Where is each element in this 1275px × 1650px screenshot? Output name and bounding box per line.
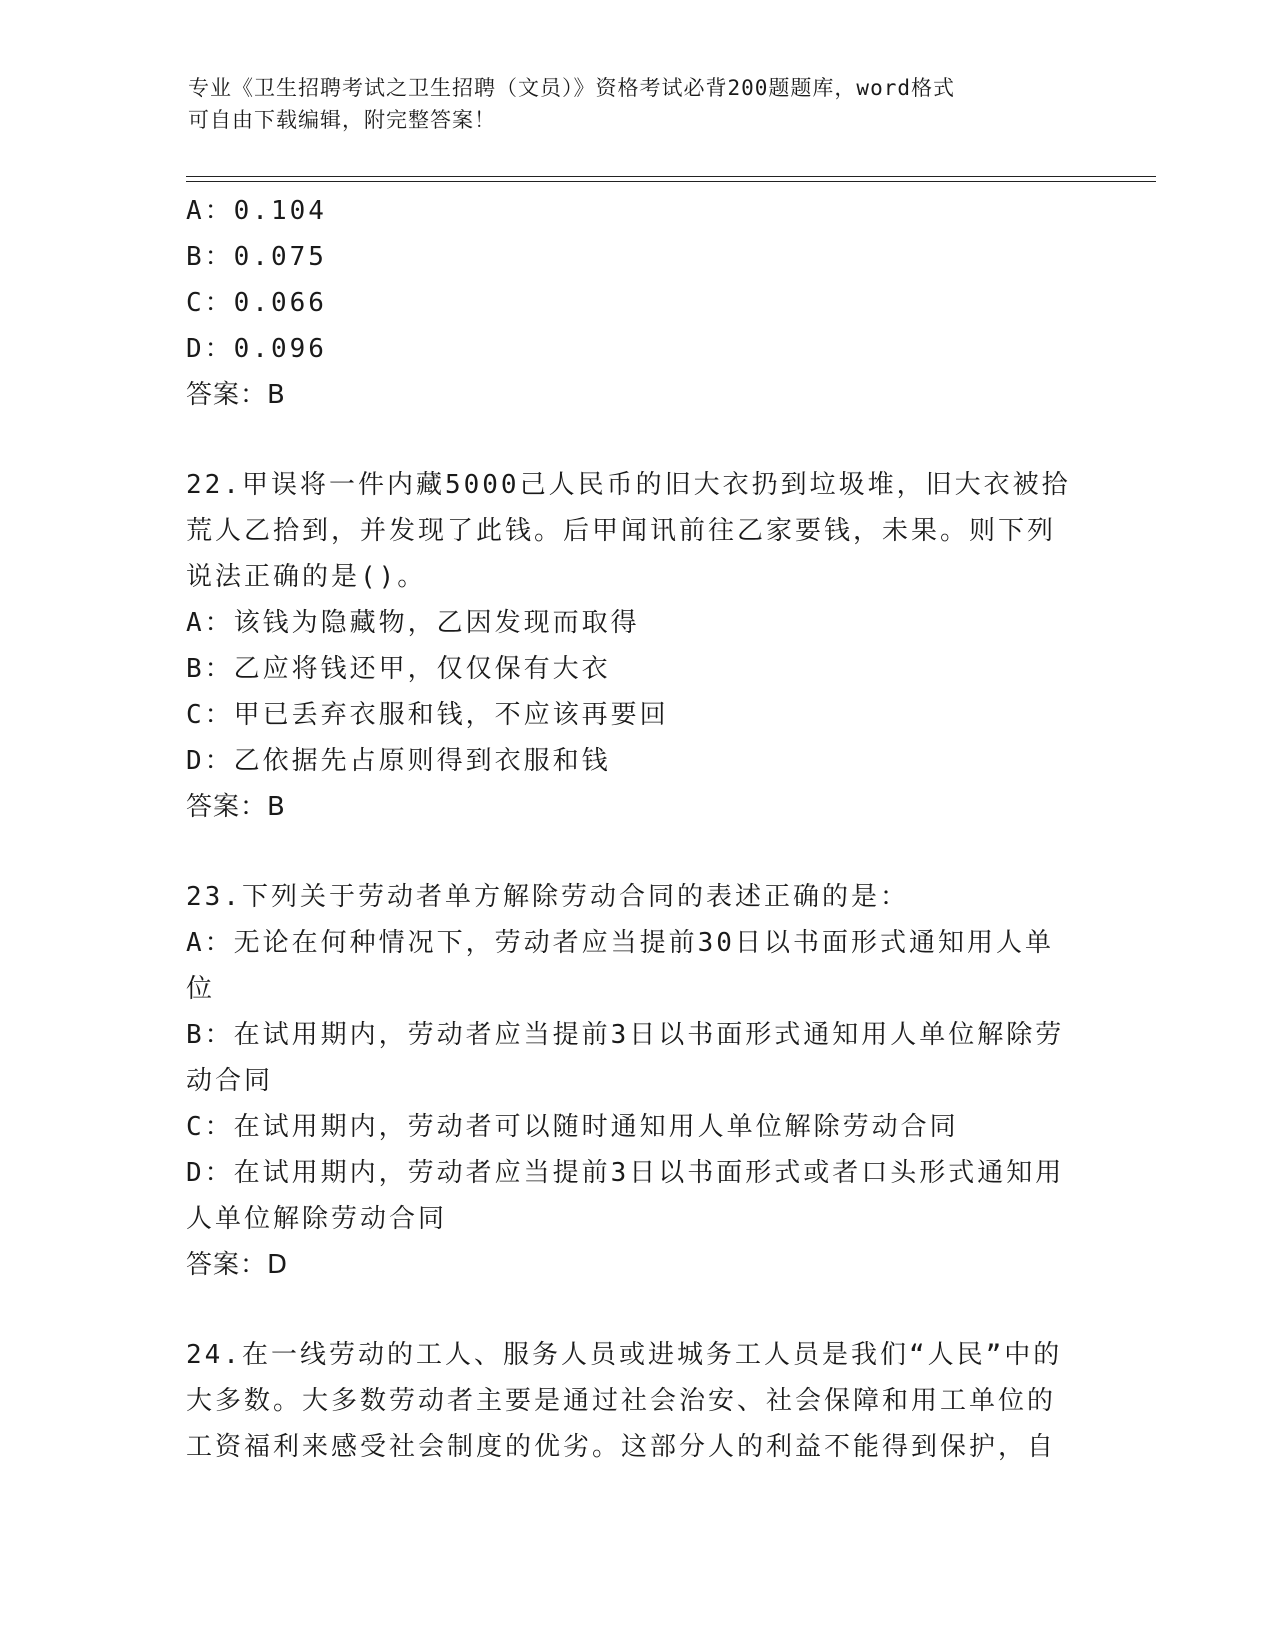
answer: 答案：B [186, 380, 286, 410]
question-23 [186, 874, 1086, 1288]
question-stem-line: 工资福利来感受社会制度的优劣。这部分人的利益不能得到保护，自 [186, 1432, 1057, 1462]
option-b: B：0.075 [186, 242, 327, 272]
spacer [186, 418, 1086, 462]
question-stem-line: 23.下列关于劳动者单方解除劳动合同的表述正确的是： [186, 882, 909, 912]
option-d: D：乙依据先占原则得到衣服和钱 [186, 746, 611, 776]
header-line-2: 可自由下载编辑，附完整答案！ [188, 108, 496, 132]
option-b-line: 动合同 [186, 1066, 274, 1096]
question-stem-line: 荒人乙拾到，并发现了此钱。后甲闻讯前往乙家要钱，未果。则下列 [186, 516, 1057, 546]
option-b-line: B：在试用期内，劳动者应当提前3日以书面形式通知用人单位解除劳 [186, 1020, 1065, 1050]
answer: 答案：D [186, 1250, 289, 1280]
spacer [186, 830, 1086, 874]
header-line-1: 专业《卫生招聘考试之卫生招聘（文员）》资格考试必背200题题库，word格式 [188, 76, 955, 100]
header-rule-bottom [186, 181, 1156, 182]
option-c-line: C：在试用期内，劳动者可以随时通知用人单位解除劳动合同 [186, 1112, 959, 1142]
option-d-line: D：在试用期内，劳动者应当提前3日以书面形式或者口头形式通知用 [186, 1158, 1065, 1188]
option-d: D：0.096 [186, 334, 327, 364]
option-a: A：该钱为隐藏物，乙因发现而取得 [186, 608, 640, 638]
question-21 [186, 188, 1086, 418]
spacer [186, 1288, 1086, 1332]
option-a-line: 位 [186, 974, 216, 1004]
question-stem-line: 大多数。大多数劳动者主要是通过社会治安、社会保障和用工单位的 [186, 1386, 1057, 1416]
page-header [188, 72, 1068, 136]
option-b: B：乙应将钱还甲，仅仅保有大衣 [186, 654, 611, 684]
question-22 [186, 462, 1086, 830]
answer: 答案：B [186, 792, 286, 822]
question-stem-line: 说法正确的是()。 [186, 562, 427, 592]
option-c: C：0.066 [186, 288, 327, 318]
option-a: A：0.104 [186, 196, 327, 226]
option-d-line: 人单位解除劳动合同 [186, 1204, 448, 1234]
option-c: C：甲已丢弃衣服和钱，不应该再要回 [186, 700, 669, 730]
header-rule-top [186, 176, 1156, 177]
option-a-line: A：无论在何种情况下，劳动者应当提前30日以书面形式通知用人单 [186, 928, 1054, 958]
question-24 [186, 1332, 1086, 1470]
question-stem-line: 22.甲误将一件内藏5000己人民币的旧大衣扔到垃圾堆，旧大衣被拾 [186, 470, 1071, 500]
question-content [186, 188, 1086, 1470]
question-stem-line: 24.在一线劳动的工人、服务人员或进城务工人员是我们“人民”中的 [186, 1340, 1063, 1370]
